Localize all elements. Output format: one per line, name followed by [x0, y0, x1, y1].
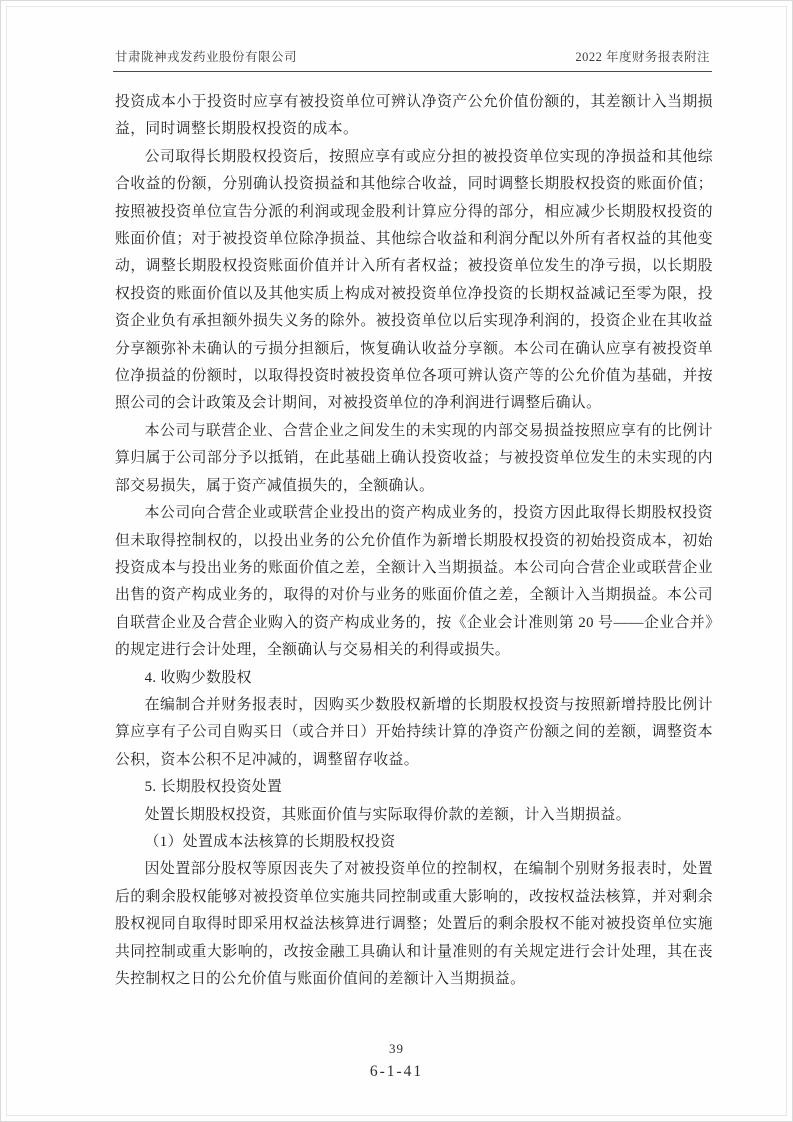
doc-code: 6-1-41	[369, 1063, 424, 1080]
page-header	[115, 47, 710, 65]
document-body	[115, 89, 713, 993]
page-footer	[1, 1041, 792, 1081]
paragraph: 处置长期股权投资，其账面价值与实际取得价款的差额，计入当期损益。	[144, 806, 631, 823]
paragraph: 投资成本小于投资时应享有被投资单位可辨认净资产公允价值份额的，其差额计入当期损益，同时调整长期股权投资的成本。	[115, 94, 713, 138]
paragraph: 公司取得长期股权投资后，按照应享有或应分担的被投资单位实现的净损益和其他综合收益的份额，分别确认投资损益和其他综合收益，同时调整长期股权投资的账面价值；按照被投资单位宣告分派的利润或现金股利计算应分得的部分，相应减少长期股权投资的账面价值；对于被投资单位除净损益、其他综合收益和利润分配以外所有者权益的其他变动，调整长期股权投资账面价值并计入所有者权益；被投资单位发生的净亏损，以长期股权投资的账面价值以及其他实质上构成对被投资单位净投资的长期权益减记至零为限，投资企业负有承担额外损失义务的除外。被投资单位以后实现净利润的，投资企业在其收益分享额弥补未确认的亏损分担额后，恢复确认收益分享额。本公司在确认应享有被投资单位净损益的份额时，以取得投资时被投资单位各项可辨认资产等的公允价值为基础，并按照公司的会计政策及会计期间，对被投资单位的净利润进行调整后确认。	[115, 148, 713, 412]
paragraph: 本公司与联营企业、合营企业之间发生的未实现的内部交易损益按照应享有的比例计算归属于公司部分予以抵销，在此基础上确认投资收益；与被投资单位发生的未实现的内部交易损失，属于资产减值损失的，全额确认。	[115, 422, 713, 494]
paragraph: 4. 收购少数股权	[144, 669, 252, 686]
header-report-title: 2022 年度财务报表附注	[575, 50, 710, 64]
paragraph: 本公司向合营企业或联营企业投出的资产构成业务的，投资方因此取得长期股权投资但未取得控制权的，以投出业务的公允价值作为新增长期股权投资的初始投资成本，初始投资成本与投出业务的账面价值之差，全额计入当期损益。本公司向合营企业或联营企业出售的资产构成业务的，取得的对价与业务的账面价值之差，全额计入当期损益。本公司自联营企业及合营企业购入的资产构成业务的，按《企业会计准则第 20 号——企业合并》的规定进行会计处理，全额确认与交易相关的利得或损失。	[115, 505, 713, 659]
paragraph: 5. 长期股权投资处置	[144, 779, 283, 796]
header-company-name: 甘肃陇神戎发药业股份有限公司	[115, 50, 298, 64]
paragraph: 在编制合并财务报表时，因购买少数股权新增的长期股权投资与按照新增持股比例计算应享有子公司自购买日（或合并日）开始持续计算的净资产份额之间的差额，调整资本公积，资本公积不足冲减的，调整留存收益。	[115, 696, 713, 768]
paragraph: 因处置部分股权等原因丧失了对被投资单位的控制权，在编制个别财务报表时，处置后的剩余股权能够对被投资单位实施共同控制或重大影响的，改按权益法核算，并对剩余股权视同自取得时即采用权益法核算进行调整；处置后的剩余股权不能对被投资单位实施共同控制或重大影响的，改按金融工具确认和计量准则的有关规定进行会计处理，其在丧失控制权之日的公允价值与账面价值间的差额计入当期损益。	[115, 861, 713, 987]
page-number: 39	[389, 1041, 404, 1056]
header-divider	[113, 71, 712, 72]
paragraph: （1）处置成本法核算的长期股权投资	[144, 833, 396, 850]
